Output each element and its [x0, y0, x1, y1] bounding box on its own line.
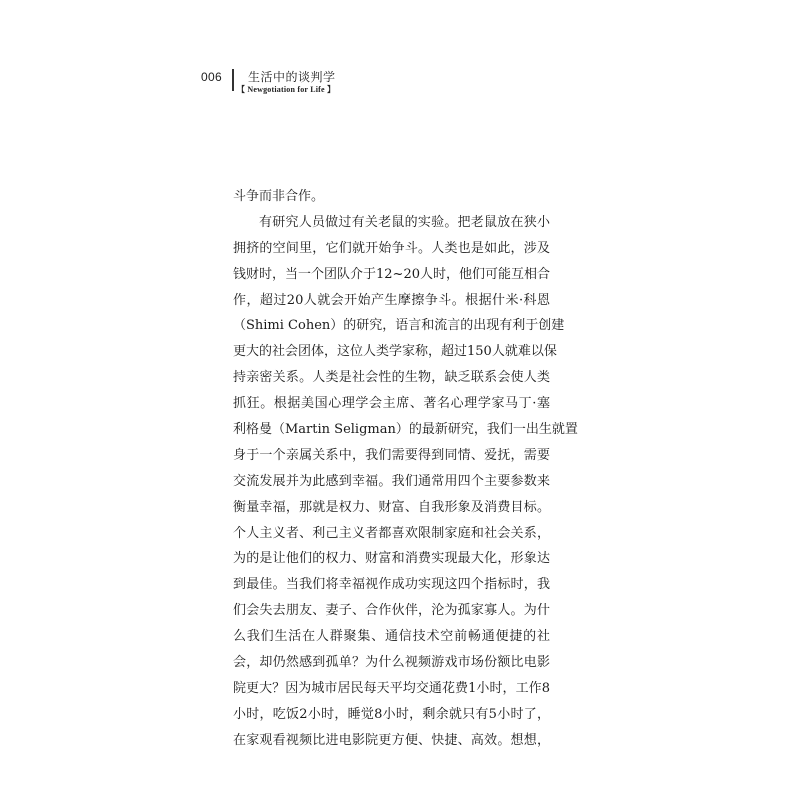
- body-text: [233, 184, 578, 754]
- text-line: 在家观看视频比进电影院更方便、快捷、高效。想想，: [233, 732, 550, 748]
- text-line: 会，却仍然感到孤单？为什么视频游戏市场份额比电影: [233, 655, 550, 671]
- text-line: 抓狂。根据美国心理学会主席、著名心理学家马丁·塞: [233, 396, 550, 412]
- text-line: 拥挤的空间里，它们就开始争斗。人类也是如此，涉及: [233, 240, 550, 256]
- running-header: [0, 0, 800, 110]
- text-line: 钱财时，当一个团队介于12~20人时，他们可能互相合: [233, 266, 550, 282]
- text-line: 们会失去朋友、妻子、合作伙伴，沦为孤家寡人。为什: [233, 603, 550, 619]
- text-line: 到最佳。当我们将幸福视作成功实现这四个指标时，我: [233, 577, 550, 593]
- text-line: 有研究人员做过有关老鼠的实验。把老鼠放在狭小: [259, 214, 550, 230]
- text-line: 更大的社会团体，这位人类学家称，超过150人就难以保: [233, 344, 557, 360]
- text-line: 斗争而非合作。: [233, 189, 325, 204]
- text-line: 作，超过20人就会开始产生摩擦争斗。根据什米·科恩: [233, 292, 550, 308]
- page-number: 006: [201, 70, 222, 84]
- text-line: 为的是让他们的权力、财富和消费实现最大化，形象达: [233, 551, 550, 567]
- book-title: 生活中的谈判学: [248, 70, 336, 84]
- text-line: 院更大？因为城市居民每天平均交通花费1小时，工作8: [233, 680, 550, 696]
- text-line: 身于一个亲属关系中，我们需要得到同情、爱抚，需要: [233, 447, 550, 463]
- text-line: （Shimi Cohen）的研究，语言和流言的出现有利于创建: [233, 318, 565, 334]
- text-line: 小时，吃饭2小时，睡觉8小时，剩余就只有5小时了，: [233, 706, 550, 722]
- text-line: 衡量幸福，那就是权力、财富、自我形象及消费目标。: [233, 499, 550, 515]
- text-line: 持亲密关系。人类是社会性的生物，缺乏联系会使人类: [233, 370, 550, 386]
- header-divider: [232, 69, 234, 91]
- book-subtitle: 【 Newgotiation for Life 】: [237, 85, 336, 94]
- text-line: 么我们生活在人群聚集、通信技术空前畅通便捷的社: [233, 629, 550, 645]
- text-line: 交流发展并为此感到幸福。我们通常用四个主要参数来: [233, 473, 550, 489]
- text-line: 利格曼（Martin Seligman）的最新研究，我们一出生就置: [233, 422, 578, 438]
- text-line: 个人主义者、利己主义者都喜欢限制家庭和社会关系，: [233, 525, 550, 541]
